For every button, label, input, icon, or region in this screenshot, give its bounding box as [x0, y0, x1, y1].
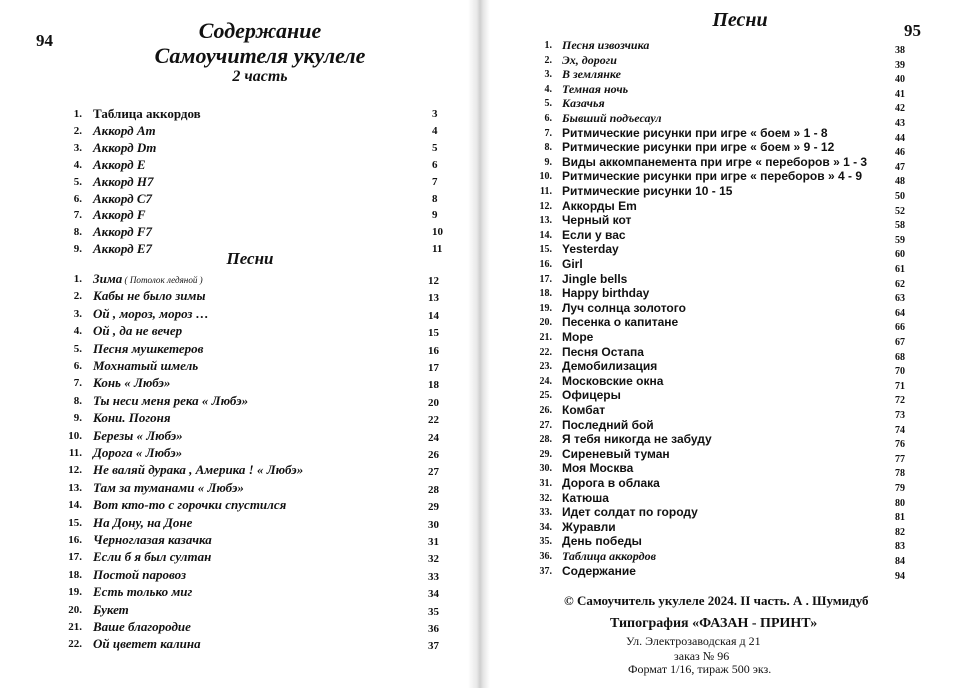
left-page-number: 94	[36, 31, 53, 50]
entry-page: 26	[428, 449, 439, 461]
entry-number: 13.	[68, 481, 82, 494]
entry-page: 68	[895, 351, 905, 363]
entry-page: 64	[895, 307, 905, 319]
entry-title: Офицеры	[562, 388, 621, 403]
entry-title: Зима ( Потолок ледяной )	[93, 271, 203, 286]
entry-number: 32.	[539, 492, 552, 504]
entry-number: 4.	[544, 83, 552, 95]
entry-title: Ой цветет калина	[93, 636, 201, 652]
entry-title: Комбат	[562, 403, 606, 417]
entry-page: 94	[895, 570, 905, 582]
entry-number: 18.	[68, 568, 82, 581]
entry-number: 5.	[73, 342, 82, 355]
entry-page: 37	[428, 640, 439, 653]
entry-page: 63	[895, 293, 905, 305]
entry-number: 28.	[539, 434, 552, 446]
entry-title: Идет солдат по городу	[562, 505, 698, 520]
entry-title: Happy birthday	[562, 286, 650, 301]
entry-page: 40	[895, 74, 905, 86]
entry-title: Дорога в облака	[562, 476, 660, 490]
entry-title: Московские окна	[562, 373, 664, 388]
entry-number: 3.	[544, 69, 552, 81]
entry-title: Дорога « Любэ»	[93, 445, 183, 460]
entry-title: Аккорд H7	[93, 173, 154, 189]
entry-number: 14.	[539, 229, 552, 241]
entry-number: 24.	[539, 375, 552, 387]
entry-number: 4.	[73, 158, 82, 171]
entry-number: 8.	[73, 226, 82, 239]
entry-title: Песня мушкетеров	[93, 340, 204, 356]
entry-number: 4.	[73, 325, 82, 338]
entry-title: Последний бой	[562, 417, 654, 432]
entry-title: Луч солнца золотого	[562, 300, 686, 315]
entry-title: Ты неси меня река « Любэ»	[93, 392, 249, 408]
entry-title: Песня Остапа	[562, 344, 644, 359]
entry-page: 43	[895, 118, 905, 129]
entry-page: 7	[432, 175, 438, 188]
entry-title: Ваше благородие	[93, 619, 191, 634]
entry-page: 82	[895, 526, 905, 538]
entry-title: Кабы не было зимы	[93, 288, 206, 304]
entry-title: Аккорд F7	[93, 224, 153, 240]
entry-title: Ритмические рисунки при игре « боем » 9 - 12	[562, 140, 835, 155]
entry-title: Я тебя никогда не забуду	[562, 432, 712, 447]
entry-page: 38	[895, 45, 905, 56]
entry-page: 48	[895, 176, 905, 188]
entry-number: 2.	[544, 54, 552, 66]
entry-title: Катюша	[562, 490, 609, 505]
entry-title: Содержание	[562, 563, 636, 578]
entry-page: 76	[895, 439, 905, 451]
entry-number: 7.	[73, 209, 82, 222]
entry-title: Постой паровоз	[93, 566, 187, 582]
entry-title: Аккорд C7	[93, 190, 153, 206]
entry-title: Не валяй дурака , Америка ! « Любэ»	[93, 462, 304, 478]
entry-page: 32	[428, 553, 439, 566]
entry-title: Ритмические рисунки при игре « переборов » 4 - 9	[562, 169, 862, 184]
entry-page: 36	[428, 623, 439, 635]
entry-page: 58	[895, 220, 905, 232]
entry-number: 9.	[73, 243, 82, 256]
entry-page: 44	[895, 132, 905, 144]
entry-title: Yesterday	[562, 242, 619, 257]
entry-page: 10	[432, 226, 443, 239]
entry-number: 5.	[73, 175, 82, 188]
entry-page: 11	[432, 243, 443, 256]
entry-number: 31.	[539, 478, 552, 489]
entry-page: 79	[895, 483, 905, 494]
entry-number: 20.	[539, 317, 552, 329]
entry-title: Кони. Погоня	[93, 410, 171, 426]
entry-title: Темная ночь	[562, 81, 629, 96]
entry-number: 19.	[539, 302, 552, 314]
entry-title: Если у вас	[562, 227, 626, 242]
left-page	[0, 0, 468, 688]
entry-number: 12.	[539, 200, 552, 212]
right-page-number: 95	[904, 21, 921, 40]
entry-number: 34.	[539, 521, 552, 533]
songs-heading-right: Песни	[712, 9, 768, 31]
entry-title: Эх, дороги	[562, 52, 617, 67]
entry-title: Мохнатый шмель	[93, 358, 199, 373]
entry-number: 3.	[73, 141, 82, 154]
entry-number: 3.	[73, 307, 82, 320]
entry-title: Песня извозчика	[562, 38, 650, 52]
entry-title: Вот кто-то с горочки спустился	[93, 497, 287, 513]
entry-page: 17	[428, 362, 439, 374]
entry-page: 59	[895, 234, 905, 246]
entry-number: 21.	[539, 332, 552, 343]
entry-number: 8.	[544, 142, 552, 154]
entry-page: 77	[895, 453, 905, 465]
entry-title: Там за туманами « Любэ»	[93, 479, 244, 495]
entry-page: 83	[895, 541, 905, 553]
entry-page: 41	[895, 88, 905, 100]
entry-title: На Дону, на Доне	[93, 514, 193, 530]
entry-number: 18.	[539, 288, 552, 300]
entry-number: 19.	[68, 586, 82, 599]
entry-number: 5.	[544, 98, 552, 110]
entry-page: 15	[428, 327, 439, 340]
entry-title: Если б я был султан	[93, 549, 212, 565]
entry-title: Аккорд E	[93, 156, 146, 172]
entry-number: 10.	[68, 429, 82, 442]
entry-page: 22	[428, 414, 439, 427]
printer-name: Типография «ФАЗАН - ПРИНТ»	[610, 616, 818, 631]
entry-page: 50	[895, 191, 905, 202]
entry-title: Демобилизация	[562, 359, 658, 374]
songs-heading-left: Песни	[226, 249, 274, 268]
entry-number: 11.	[540, 186, 552, 197]
entry-title: Таблица аккордов	[93, 106, 201, 121]
entry-page: 24	[428, 431, 439, 444]
entry-title: Ой , да не вечер	[93, 323, 183, 339]
entry-page: 34	[428, 588, 439, 601]
entry-page: 52	[895, 205, 905, 217]
entry-number: 2.	[73, 290, 82, 303]
right-page	[490, 0, 960, 688]
entry-number: 11.	[68, 447, 82, 459]
entry-page: 35	[428, 605, 439, 618]
print-format: Формат 1/16, тираж 500 экз.	[628, 662, 772, 676]
entry-page: 42	[895, 103, 905, 115]
entry-page: 12	[428, 275, 439, 287]
entry-number: 15.	[539, 244, 552, 256]
entry-number: 22.	[539, 346, 552, 358]
entry-title: Аккорды Em	[562, 198, 637, 213]
entry-title: Черноглазая казачка	[93, 532, 212, 547]
entry-page: 28	[428, 483, 439, 496]
entry-page: 20	[428, 396, 439, 409]
entry-page: 16	[428, 344, 439, 357]
entry-title: В землянке	[562, 67, 621, 82]
entry-number: 33.	[539, 507, 552, 519]
entry-page: 27	[428, 466, 439, 479]
entry-page: 39	[895, 59, 905, 71]
entry-title: Сиреневый туман	[562, 446, 670, 461]
entry-number: 17.	[68, 551, 82, 564]
entry-page: 13	[428, 292, 439, 305]
entry-title: Таблица аккордов	[562, 549, 656, 563]
entry-number: 14.	[68, 499, 82, 512]
entry-number: 16.	[68, 534, 82, 546]
entry-number: 22.	[68, 638, 82, 651]
entry-number: 12.	[68, 464, 82, 477]
entry-number: 1.	[544, 40, 552, 51]
entry-page: 4	[432, 124, 438, 137]
entry-page: 5	[432, 141, 438, 154]
entry-title: Ритмические рисунки 10 - 15	[562, 184, 733, 198]
entry-title: Казачья	[562, 96, 605, 111]
entry-page: 66	[895, 322, 905, 334]
entry-title: Бывший подъесаул	[562, 111, 662, 125]
entry-page: 14	[428, 309, 439, 322]
entry-number: 25.	[539, 390, 552, 402]
entry-title: Черный кот	[562, 213, 632, 228]
entry-page: 84	[895, 556, 905, 567]
entry-page: 18	[428, 379, 439, 392]
book-spine	[468, 0, 490, 688]
entry-number: 27.	[539, 419, 552, 431]
entry-number: 21.	[68, 621, 82, 633]
entry-page: 31	[428, 536, 439, 548]
entry-number: 10.	[539, 171, 552, 183]
entry-number: 8.	[73, 394, 82, 407]
entry-number: 13.	[539, 215, 552, 227]
entry-title: Журавли	[562, 519, 616, 534]
entry-number: 30.	[539, 463, 552, 475]
entry-page: 30	[428, 518, 439, 531]
entry-page: 71	[895, 380, 905, 392]
entry-number: 6.	[544, 113, 552, 124]
entry-number: 16.	[539, 259, 552, 270]
entry-title: Море	[562, 330, 594, 344]
entry-title: Букет	[93, 601, 129, 617]
entry-page: 60	[895, 249, 905, 261]
entry-number: 20.	[68, 603, 82, 616]
entry-subtitle: ( Потолок ледяной )	[122, 275, 203, 285]
order-number: заказ № 96	[674, 649, 730, 663]
entry-title: Аккорд E7	[93, 241, 153, 257]
entry-page: 61	[895, 264, 905, 275]
entry-number: 15.	[68, 516, 82, 529]
entry-number: 9.	[544, 156, 552, 168]
contents-subtitle: Самоучителя укулеле	[154, 43, 366, 68]
entry-page: 46	[895, 147, 905, 159]
entry-title: Виды аккомпанемента при игре « переборов » 1 - 3	[562, 154, 868, 169]
entry-number: 17.	[539, 273, 552, 285]
contents-title: Содержание	[198, 18, 322, 43]
contents-part: 2 часть	[232, 68, 288, 85]
entry-page: 80	[895, 497, 905, 509]
entry-page: 62	[895, 278, 905, 290]
entry-title: Аккорд Am	[93, 122, 156, 138]
entry-title: Ритмические рисунки при игре « боем » 1 - 8	[562, 125, 828, 140]
entry-number: 2.	[73, 124, 82, 137]
entry-page: 29	[428, 501, 439, 514]
entry-title: День победы	[562, 534, 642, 549]
printer-address: Ул. Электрозаводская д 21	[626, 634, 761, 648]
entry-number: 29.	[539, 448, 552, 460]
entry-number: 35.	[539, 536, 552, 548]
entry-title: Песенка о капитане	[562, 315, 679, 330]
entry-title: Моя Москва	[562, 461, 634, 476]
entry-page: 6	[432, 158, 438, 171]
entry-number: 7.	[544, 127, 552, 139]
entry-page: 3	[432, 108, 438, 120]
entry-title: Березы « Любэ»	[93, 427, 183, 443]
entry-page: 78	[895, 468, 905, 480]
copyright-line: © Самоучитель укулеле 2024. II часть. А . Шумидуб	[564, 593, 869, 608]
entry-title: Конь « Любэ»	[93, 375, 171, 391]
entry-title: Jingle bells	[562, 271, 628, 286]
entry-number: 26.	[539, 405, 552, 416]
entry-page: 9	[432, 209, 438, 222]
entry-number: 23.	[539, 361, 552, 373]
entry-page: 81	[895, 512, 905, 524]
entry-page: 72	[895, 395, 905, 407]
entry-number: 1.	[73, 108, 82, 120]
entry-number: 6.	[73, 360, 82, 372]
entry-page: 73	[895, 410, 905, 421]
entry-number: 36.	[539, 551, 552, 562]
entry-title: Girl	[562, 257, 583, 271]
entry-page: 74	[895, 424, 905, 436]
entry-page: 47	[895, 161, 905, 173]
entry-number: 7.	[73, 377, 82, 390]
entry-page: 33	[428, 570, 439, 583]
entry-page: 70	[895, 366, 905, 378]
entry-title: Ой , мороз, мороз …	[93, 305, 209, 321]
entry-number: 6.	[73, 192, 82, 205]
entry-title: Аккорд F	[93, 207, 146, 223]
entry-number: 1.	[73, 273, 82, 285]
entry-page: 67	[895, 337, 905, 348]
entry-number: 9.	[73, 412, 82, 425]
entry-title: Есть только миг	[93, 584, 193, 600]
entry-page: 8	[432, 192, 438, 205]
entry-title: Аккорд Dm	[93, 139, 157, 155]
entry-number: 37.	[539, 565, 552, 577]
